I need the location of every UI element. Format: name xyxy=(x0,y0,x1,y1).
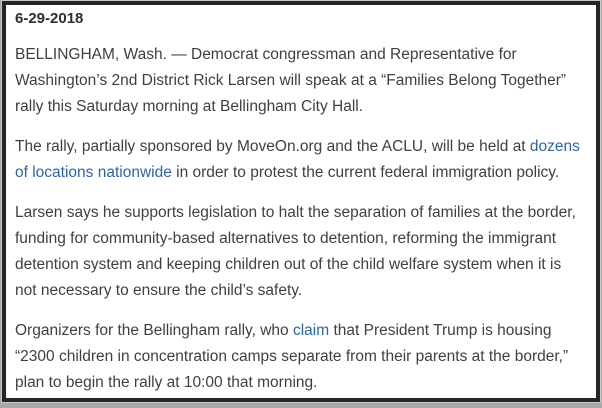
dozens-of-locations-nationwide-link[interactable]: dozens of locations nationwide xyxy=(15,138,580,181)
text-segment: that President Trump is housing “2300 children in concentration camps separate from their parents at the border,” plan to begin the rally at 10:00 that morning. xyxy=(15,322,569,391)
paragraph xyxy=(15,318,584,396)
paragraph xyxy=(15,42,584,120)
article-paragraphs xyxy=(15,42,584,396)
article-date: 6-29-2018 xyxy=(15,10,84,27)
text-segment: Larsen says he supports legislation to halt the separation of families at the border, funding for community-based alternatives to detention, reforming the immigrant detention system and keeping children out of the child welfare system when it is not necessary to ensure the child’s safety. xyxy=(15,204,576,299)
text-segment: BELLINGHAM, Wash. — Democrat congressman and Representative for Washington’s 2nd District Rick Larsen will speak at a “Families Belong Together” rally this Saturday morning at Bellingham City Hall. xyxy=(15,46,567,115)
claim-link[interactable]: claim xyxy=(292,322,330,339)
paragraph xyxy=(15,134,584,186)
paragraph xyxy=(15,200,584,304)
text-segment: in order to protest the current federal immigration policy. xyxy=(171,164,560,181)
article-frame xyxy=(2,1,600,402)
text-segment: Organizers for the Bellingham rally, who xyxy=(15,322,293,339)
text-segment: The rally, partially sponsored by MoveOn.org and the ACLU, will be held at xyxy=(15,138,530,155)
article-body xyxy=(6,5,596,396)
